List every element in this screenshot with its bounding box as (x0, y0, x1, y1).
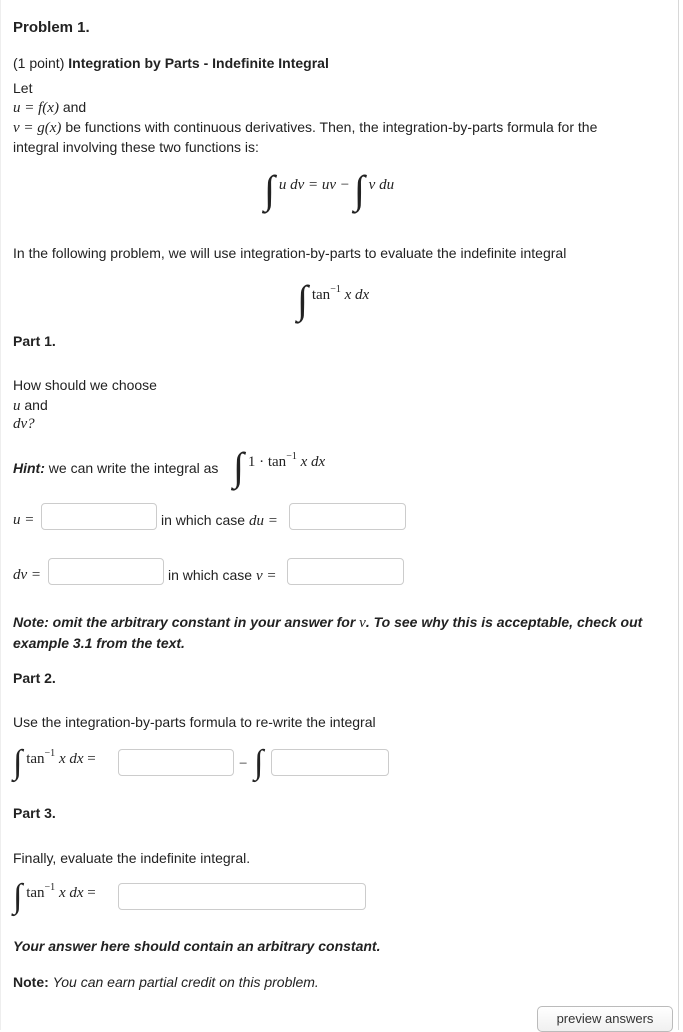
topic: Integration by Parts - Indefinite Integral (68, 55, 329, 71)
following-text: In the following problem, we will use integration-by-parts to evaluate the indefinite integral (13, 245, 567, 261)
v-definition: v = g(x) be functions with continuous derivatives. Then, the integration-by-parts formula for the (13, 119, 598, 136)
du-prompt: in which case du = (161, 512, 278, 529)
problem-title: Problem 1. (13, 19, 90, 36)
partial-credit-note: Note: You can earn partial credit on this problem. (13, 974, 319, 990)
note-line2: example 3.1 from the text. (13, 635, 185, 651)
final-answer-input[interactable] (118, 883, 366, 910)
v-prompt: in which case v = (168, 567, 277, 584)
dv-input[interactable] (48, 558, 164, 585)
part2-label: Part 2. (13, 670, 56, 686)
dv-label: dv = (13, 567, 42, 583)
u-input[interactable] (41, 503, 157, 530)
part1-label: Part 1. (13, 333, 56, 349)
v-input[interactable] (287, 558, 404, 585)
minus-sign: − (239, 756, 248, 772)
let-text: Let (13, 80, 33, 96)
parts-formula: ∫ u dv = uv − ∫ v du (264, 167, 395, 212)
vdu-input[interactable] (271, 749, 389, 776)
u-label: u = (13, 512, 35, 528)
part3-label: Part 3. (13, 805, 56, 821)
integral-sign: ∫ (13, 878, 23, 915)
integral-sign: ∫ (353, 167, 365, 212)
note-line1: Note: omit the arbitrary constant in your answer for v. To see why this is acceptable, check out (13, 614, 643, 631)
intro-line3: integral involving these two functions is: (13, 139, 259, 155)
part1-question-3: dv? (13, 416, 35, 432)
integral-sign: ∫ (233, 444, 244, 489)
preview-answers-button[interactable]: preview answers (537, 1006, 673, 1032)
integral-sign: ∫ (264, 167, 275, 212)
part3-integral: ∫ $\tan^{-1} x$ dx = (13, 878, 96, 915)
integral-sign: ∫ (254, 744, 264, 781)
part2-text: Use the integration-by-parts formula to re-write the integral (13, 714, 376, 730)
part3-text: Finally, evaluate the indefinite integral. (13, 850, 251, 866)
constant-note: Your answer here should contain an arbitrary constant. (13, 938, 381, 954)
uv-input[interactable] (118, 749, 234, 776)
part2-integral: ∫ $\tan^{-1} x$ dx = (13, 744, 96, 781)
u-definition: u = f(x) and (13, 99, 87, 116)
integral-sign: ∫ (13, 744, 23, 781)
target-integral: ∫ $\tan^{-1} x$ dx (297, 277, 370, 322)
points: (1 point) (13, 55, 65, 71)
du-input[interactable] (289, 503, 406, 530)
integral-sign: ∫ (297, 277, 308, 322)
part1-question: How should we choose (13, 377, 157, 393)
problem-header (13, 55, 329, 71)
hint: Hint: we can write the integral as (13, 460, 219, 476)
hint-integral: ∫ $1 \cdot \tan^{-1} x$ dx (233, 444, 326, 489)
part1-question-2: u and (13, 397, 48, 414)
